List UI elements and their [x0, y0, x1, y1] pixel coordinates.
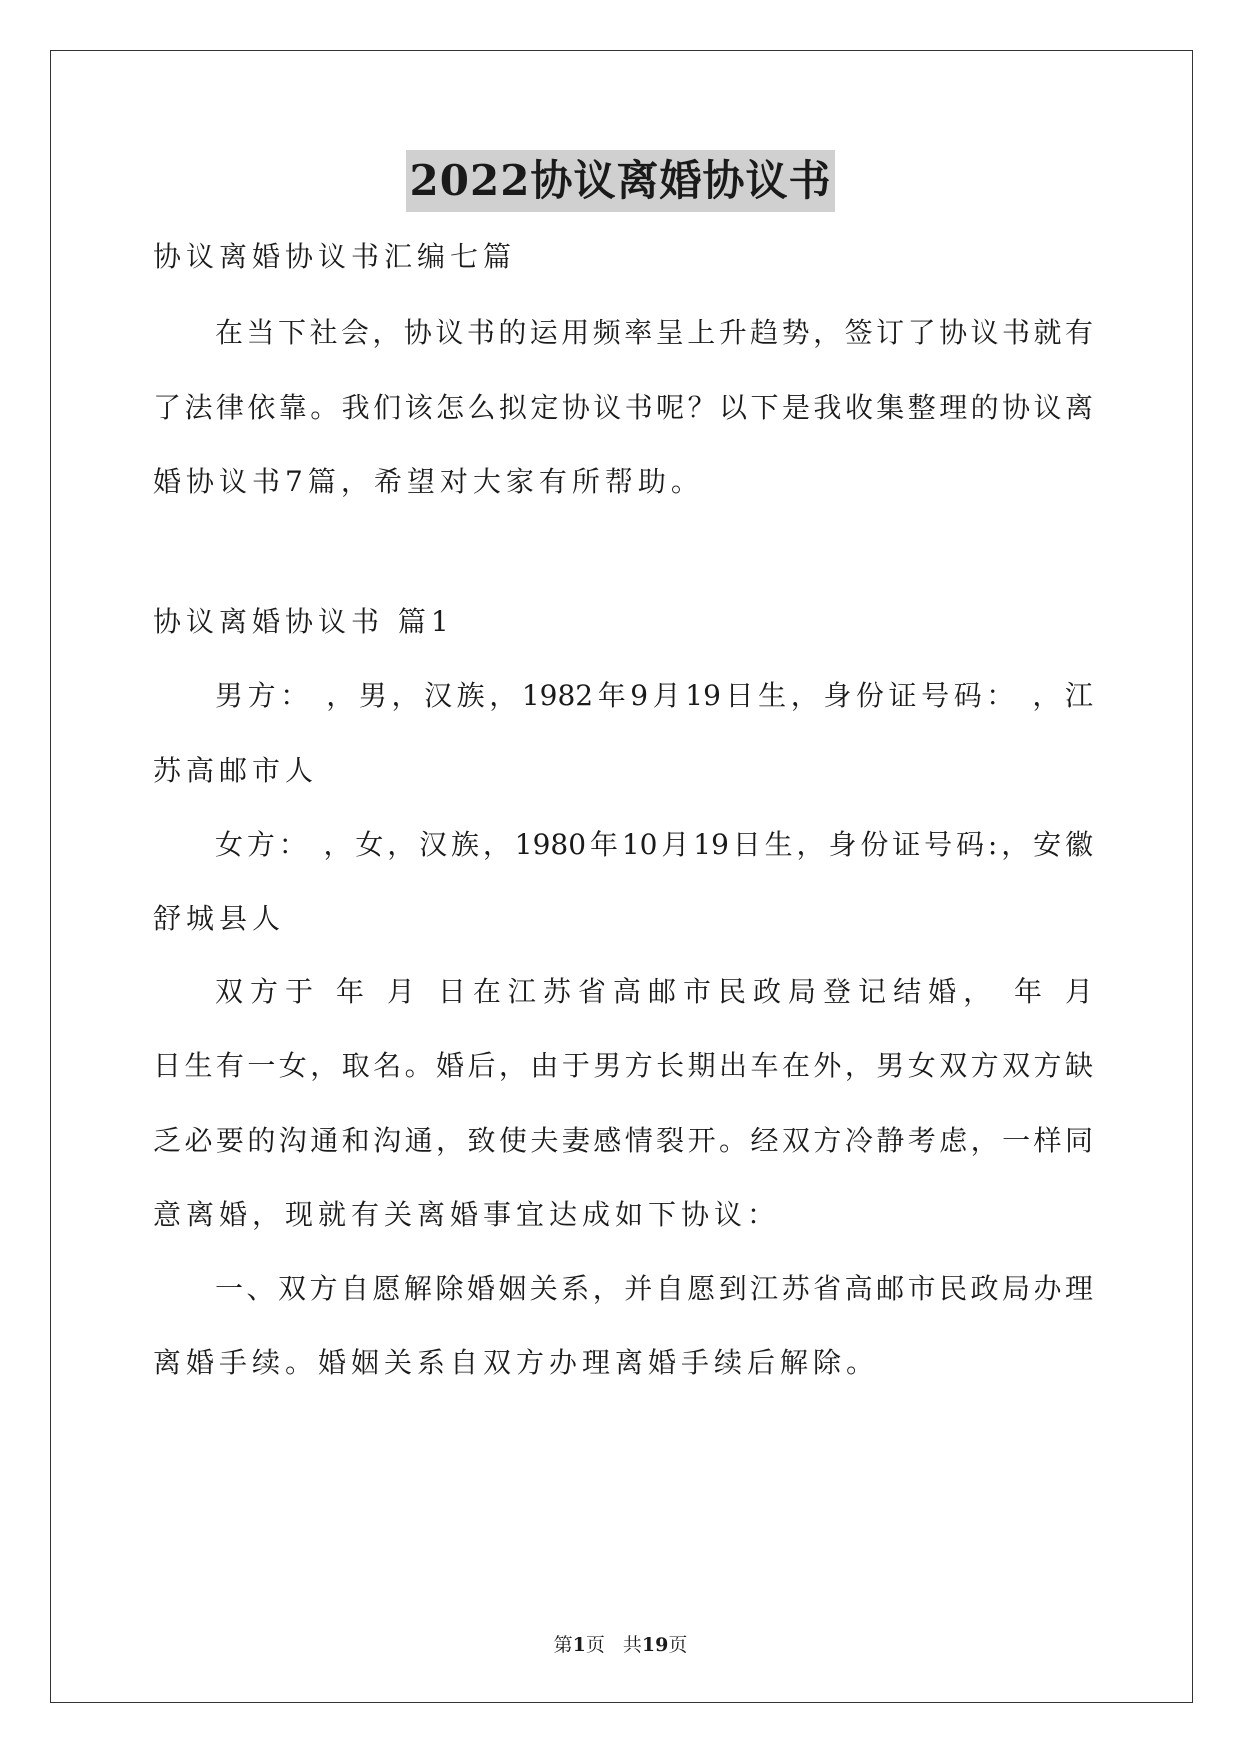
total-prefix: 共: [622, 1634, 642, 1656]
clause1-line-1: 一、双方自愿解除婚姻关系，并自愿到江苏省高邮市民政局办理: [215, 1272, 1093, 1305]
male-line-2: 苏高邮市人: [153, 754, 319, 787]
document-title: 2022协议离婚协议书: [406, 150, 836, 212]
page-border: [50, 50, 1193, 1703]
total-suffix: 页: [668, 1634, 688, 1656]
page-footer: [0, 1632, 1241, 1658]
marriage-line-1: 双方于 年 月 日在江苏省高邮市民政局登记结婚， 年 月: [215, 975, 1093, 1008]
intro-line-1: 在当下社会，协议书的运用频率呈上升趋势，签订了协议书就有: [215, 316, 1093, 349]
marriage-line-2: 日生有一女，取名。婚后，由于男方长期出车在外，男女双方双方缺: [153, 1049, 1093, 1082]
page-number: 1: [572, 1634, 586, 1656]
total-pages: 19: [641, 1634, 669, 1656]
page-prefix: 第: [553, 1634, 573, 1656]
intro-line-2: 了法律依靠。我们该怎么拟定协议书呢？以下是我收集整理的协议离: [153, 391, 1093, 424]
clause1-line-2: 离婚手续。婚姻关系自双方办理离婚手续后解除。: [153, 1346, 880, 1379]
intro-line-3: 婚协议书7篇，希望对大家有所帮助。: [153, 465, 704, 498]
marriage-line-4: 意离婚，现就有关离婚事宜达成如下协议：: [153, 1198, 781, 1231]
female-line-1: 女方： ，女，汉族，1980年10月19日生，身份证号码:，安徽: [215, 828, 1093, 861]
document-title-container: [0, 150, 1241, 212]
male-line-1: 男方： ，男，汉族，1982年9月19日生，身份证号码： ，江: [215, 679, 1093, 712]
female-line-2: 舒城县人: [153, 902, 286, 935]
marriage-line-3: 乏必要的沟通和沟通，致使夫妻感情裂开。经双方冷静考虑，一样同: [153, 1124, 1093, 1157]
section-heading: 协议离婚协议书 篇1: [153, 605, 454, 638]
document-subtitle: 协议离婚协议书汇编七篇: [153, 240, 517, 273]
page-suffix: 页: [585, 1634, 605, 1656]
